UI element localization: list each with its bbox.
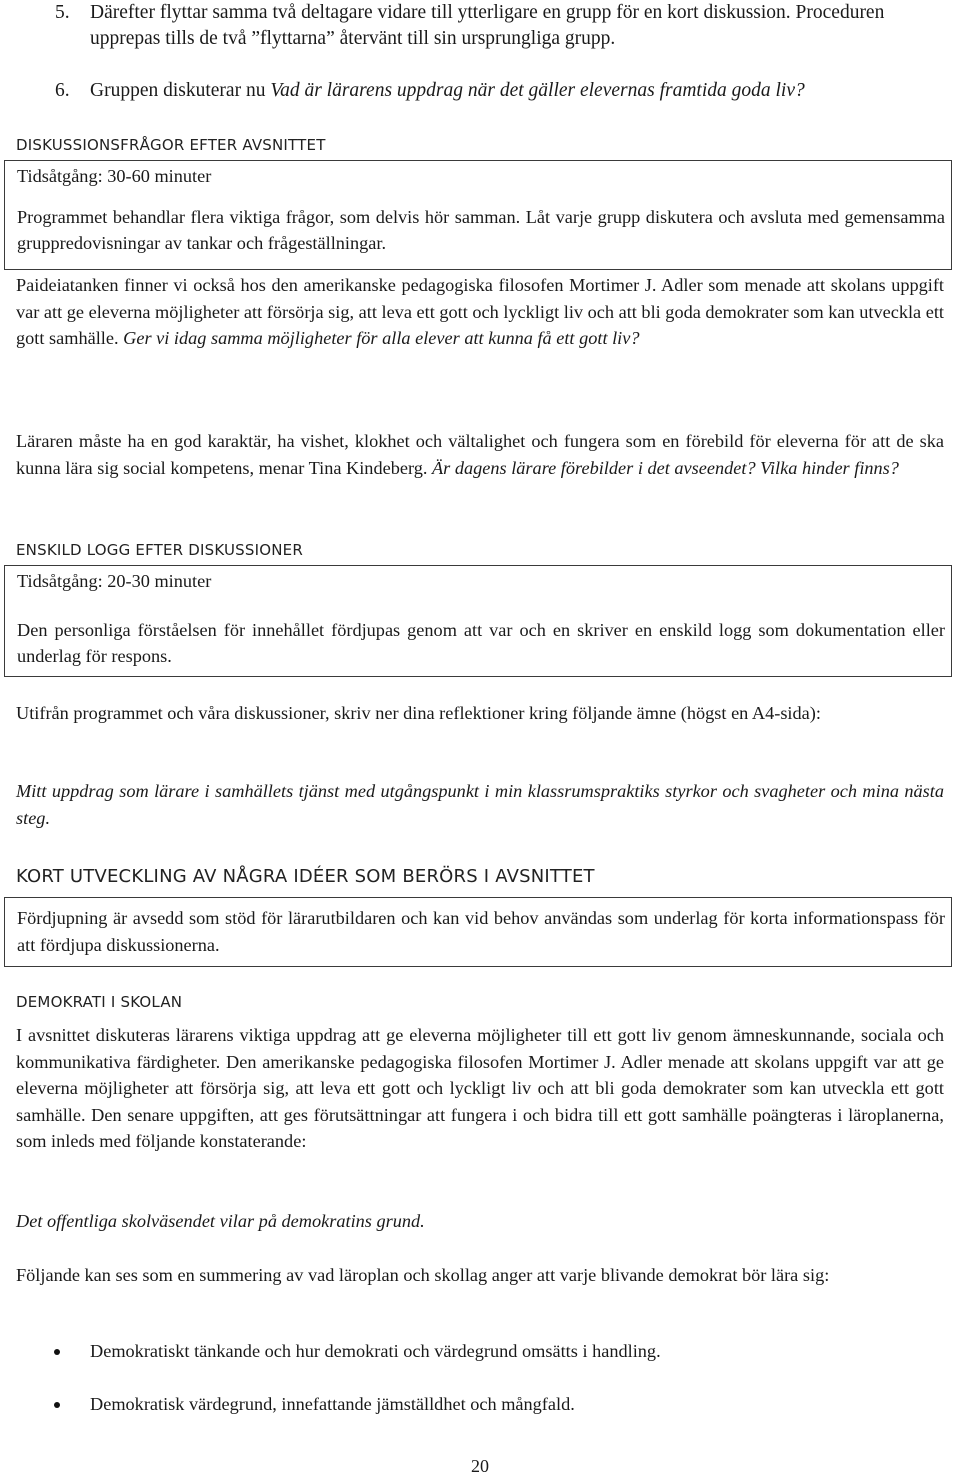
list-number: 5. [55,2,70,23]
bullet-list [16,1338,944,1444]
list-item [16,1391,944,1444]
list-item-text: Därefter flyttar samma två deltagare vidare till ytterligare en grupp för en kort diskussion. Proceduren upprepas tills de två ”flyttarna” återvänt till sin ursprungliga grupp. [90,2,885,49]
paragraph-paideia [16,272,944,352]
log-intro: Den personliga förståelsen för innehållet fördjupas genom att var och en skriver en enskild logg som dokumentation eller underlag för respons. [17,619,945,666]
section-heading-democracy: DEMOKRATI I SKOLAN [16,993,183,1011]
paragraph-role-model [16,428,944,481]
paragraph-democracy: I avsnittet diskuteras lärarens viktiga uppdrag att ge eleverna möjligheter till ett gott liv genom ämneskunnande, sociala och kommunikativa färdigheter. Den amerikanske pedagogiska filosofen Mortimer J. Adler menade att skolans uppgift var att ge eleverna möjligheter att försörja sig, att leva ett gott och lyckligt liv och att bli goda demokrater som kan utveckla ett gott samhälle. Den senare uppgiften, att ges förutsättningar att fungera i och bidra till ett gott samhälle poängteras i läroplanerna, som inleds med följande konstaterande: [16,1025,944,1151]
paragraph-reflect-topic: Mitt uppdrag som lärare i samhällets tjänst med utgångspunkt i min klassrumspraktiks styrkor och svagheter och mina nästa steg. [16,781,944,828]
ideas-intro: Fördjupning är avsedd som stöd för lärarutbildaren och kan vid behov användas som underlag för korta informationspass för att fördjupa diskussionerna. [17,908,945,955]
paragraph-reflect-instruction: Utifrån programmet och våra diskussioner, skriv ner dina reflektioner kring följande ämne (högst en A4-sida): [16,703,821,723]
question-italic: Ger vi idag samma möjligheter för alla elever att kunna få ett gott liv? [123,328,640,348]
paragraph-text: Paideiatanken finner vi också hos den amerikanske pedagogiska filosofen Mortimer J. Adler som menade att skolans uppgift var att ge eleverna möjligheter att försörja sig, att leva ett gott och lyckligt liv och att bli goda demokrater som kan utveckla ett gott samhälle. [16,275,944,348]
paragraph-text: Läraren måste ha en god karaktär, ha vishet, klokhet och vältalighet och fungera som en förebild för eleverna för att de ska kunna lära sig social kompetens, menar Tina Kindeberg. [16,431,944,478]
bullet-icon [54,1402,60,1408]
list-number: 6. [55,80,70,101]
discussion-intro: Programmet behandlar flera viktiga frågor, som delvis hör samman. Låt varje grupp diskutera och avsluta med gemensamma gruppredovisningar av tankar och frågeställningar. [17,206,945,253]
time-estimate: Tidsåtgång: 30-60 minuter [17,166,212,186]
section-heading-discussion: DISKUSSIONSFRÅGOR EFTER AVSNITTET [16,136,326,154]
section-heading-ideas: KORT UTVECKLING AV NÅGRA IDÉER SOM BERÖRS I AVSNITTET [16,866,595,887]
time-estimate: Tidsåtgång: 20-30 minuter [17,571,212,591]
list-item-5 [55,0,950,52]
list-item [16,1338,944,1391]
paragraph-summary: Följande kan ses som en summering av vad läroplan och skollag anger att varje blivande demokrat bör lära sig: [16,1265,830,1285]
bullet-text: Demokratisk värdegrund, innefattande jämställdhet och mångfald. [90,1394,575,1414]
discussion-box [4,160,952,270]
list-item-text-plain: Gruppen diskuterar nu [90,80,271,101]
bullet-text: Demokratiskt tänkande och hur demokrati och värdegrund omsätts i handling. [90,1341,661,1361]
quote-curriculum: Det offentliga skolväsendet vilar på demokratins grund. [16,1211,425,1231]
ideas-box [4,897,952,967]
page-number: 20 [471,1456,489,1476]
section-heading-log: ENSKILD LOGG EFTER DISKUSSIONER [16,541,303,559]
bullet-icon [54,1349,60,1355]
list-item-6 [55,78,950,104]
list-item-text [90,78,950,104]
list-item-text-italic: Vad är lärarens uppdrag när det gäller elevernas framtida goda liv? [270,80,805,101]
question-italic: Är dagens lärare förebilder i det avseendet? Vilka hinder finns? [432,457,899,478]
log-box [4,565,952,677]
